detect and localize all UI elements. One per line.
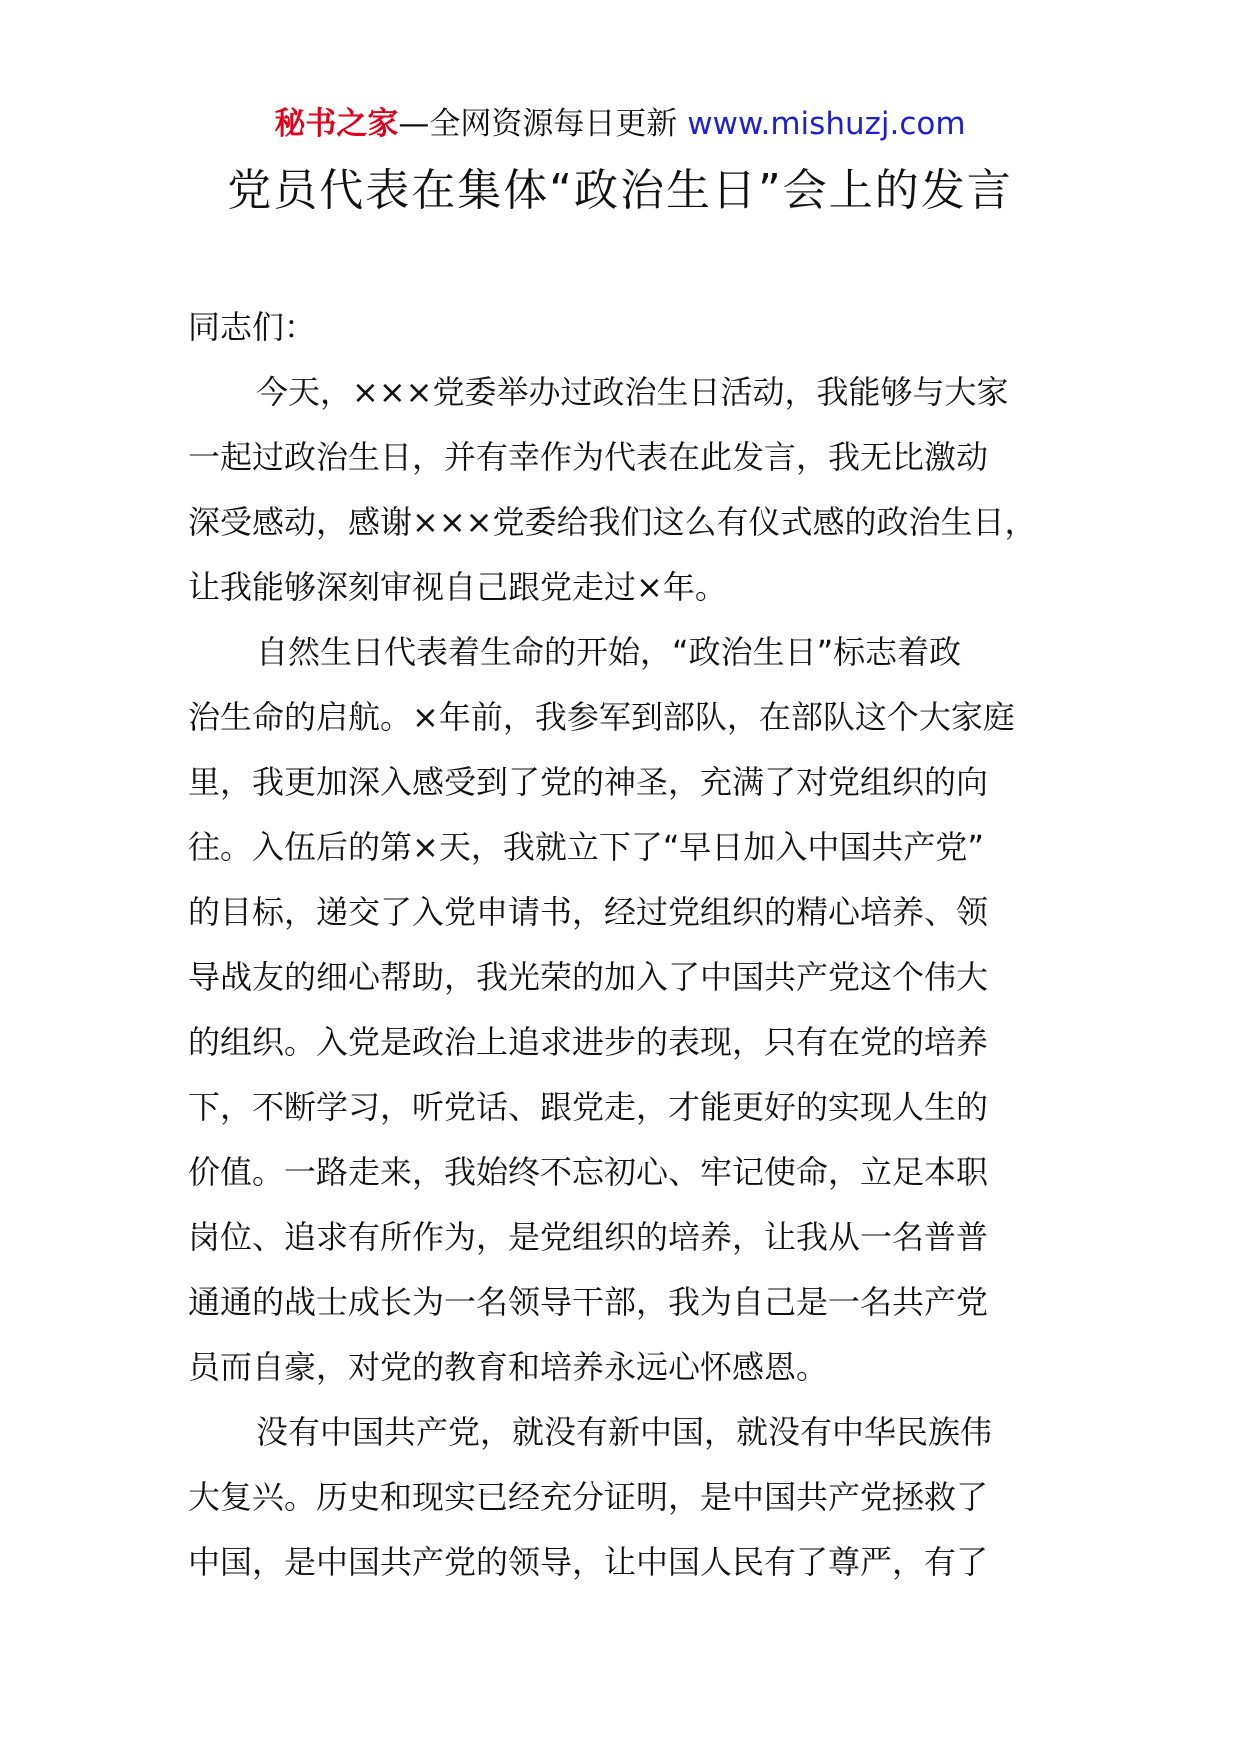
paragraph-2-line-7: 的组织。入党是政治上追求进步的表现，只有在党的培养 — [188, 1023, 989, 1061]
greeting: 同志们： — [188, 308, 317, 346]
paragraph-2-line-11: 通通的战士成长为一名领导干部，我为自己是一名共产党 — [188, 1283, 989, 1321]
paragraph-2-line-4: 往。入伍后的第×天，我就立下了“早日加入中国共产党” — [188, 828, 984, 866]
paragraph-2-line-5: 的目标，递交了入党申请书，经过党组织的精心培养、领 — [188, 893, 989, 931]
paragraph-2-line-3: 里，我更加深入感受到了党的神圣，充满了对党组织的向 — [188, 763, 989, 801]
site-header — [0, 102, 1240, 146]
document-title: 党员代表在集体“政治生日”会上的发言 — [227, 165, 1013, 216]
paragraph-2-line-8: 下，不断学习，听党话、跟党走，才能更好的实现人生的 — [188, 1088, 989, 1126]
paragraph-3-line-1: 没有中国共产党，就没有新中国，就没有中华民族伟 — [256, 1413, 993, 1451]
paragraph-1-line-2: 一起过政治生日，并有幸作为代表在此发言，我无比激动 — [188, 438, 989, 476]
paragraph-2-line-9: 价值。一路走来，我始终不忘初心、牢记使命，立足本职 — [188, 1153, 989, 1191]
paragraph-3-line-3: 中国，是中国共产党的领导，让中国人民有了尊严，有了 — [188, 1543, 989, 1581]
brand-name: 秘书之家 — [274, 106, 399, 142]
document-body — [188, 295, 1068, 1595]
paragraph-2-line-1: 自然生日代表着生命的开始，“政治生日”标志着政 — [256, 633, 962, 671]
paragraph-3-line-2: 大复兴。历史和现实已经充分证明，是中国共产党拯救了 — [188, 1478, 989, 1516]
paragraph-2-line-2: 治生命的启航。×年前，我参军到部队，在部队这个大家庭 — [188, 698, 1015, 736]
paragraph-1-line-1: 今天，×××党委举办过政治生日活动，我能够与大家 — [256, 373, 1009, 411]
paragraph-1-line-4: 让我能够深刻审视自己跟党走过×年。 — [188, 568, 727, 606]
paragraph-2-line-12: 员而自豪，对党的教育和培养永远心怀感恩。 — [188, 1348, 829, 1386]
paragraph-2-line-10: 岗位、追求有所作为，是党组织的培养，让我从一名普普 — [188, 1218, 989, 1256]
paragraph-1-line-3: 深受感动，感谢×××党委给我们这么有仪式感的政治生日， — [188, 503, 1037, 541]
site-url-link[interactable]: www.mishuzj.com — [687, 106, 966, 142]
site-slogan: —全网资源每日更新 — [398, 106, 688, 142]
paragraph-2-line-6: 导战友的细心帮助，我光荣的加入了中国共产党这个伟大 — [188, 958, 989, 996]
